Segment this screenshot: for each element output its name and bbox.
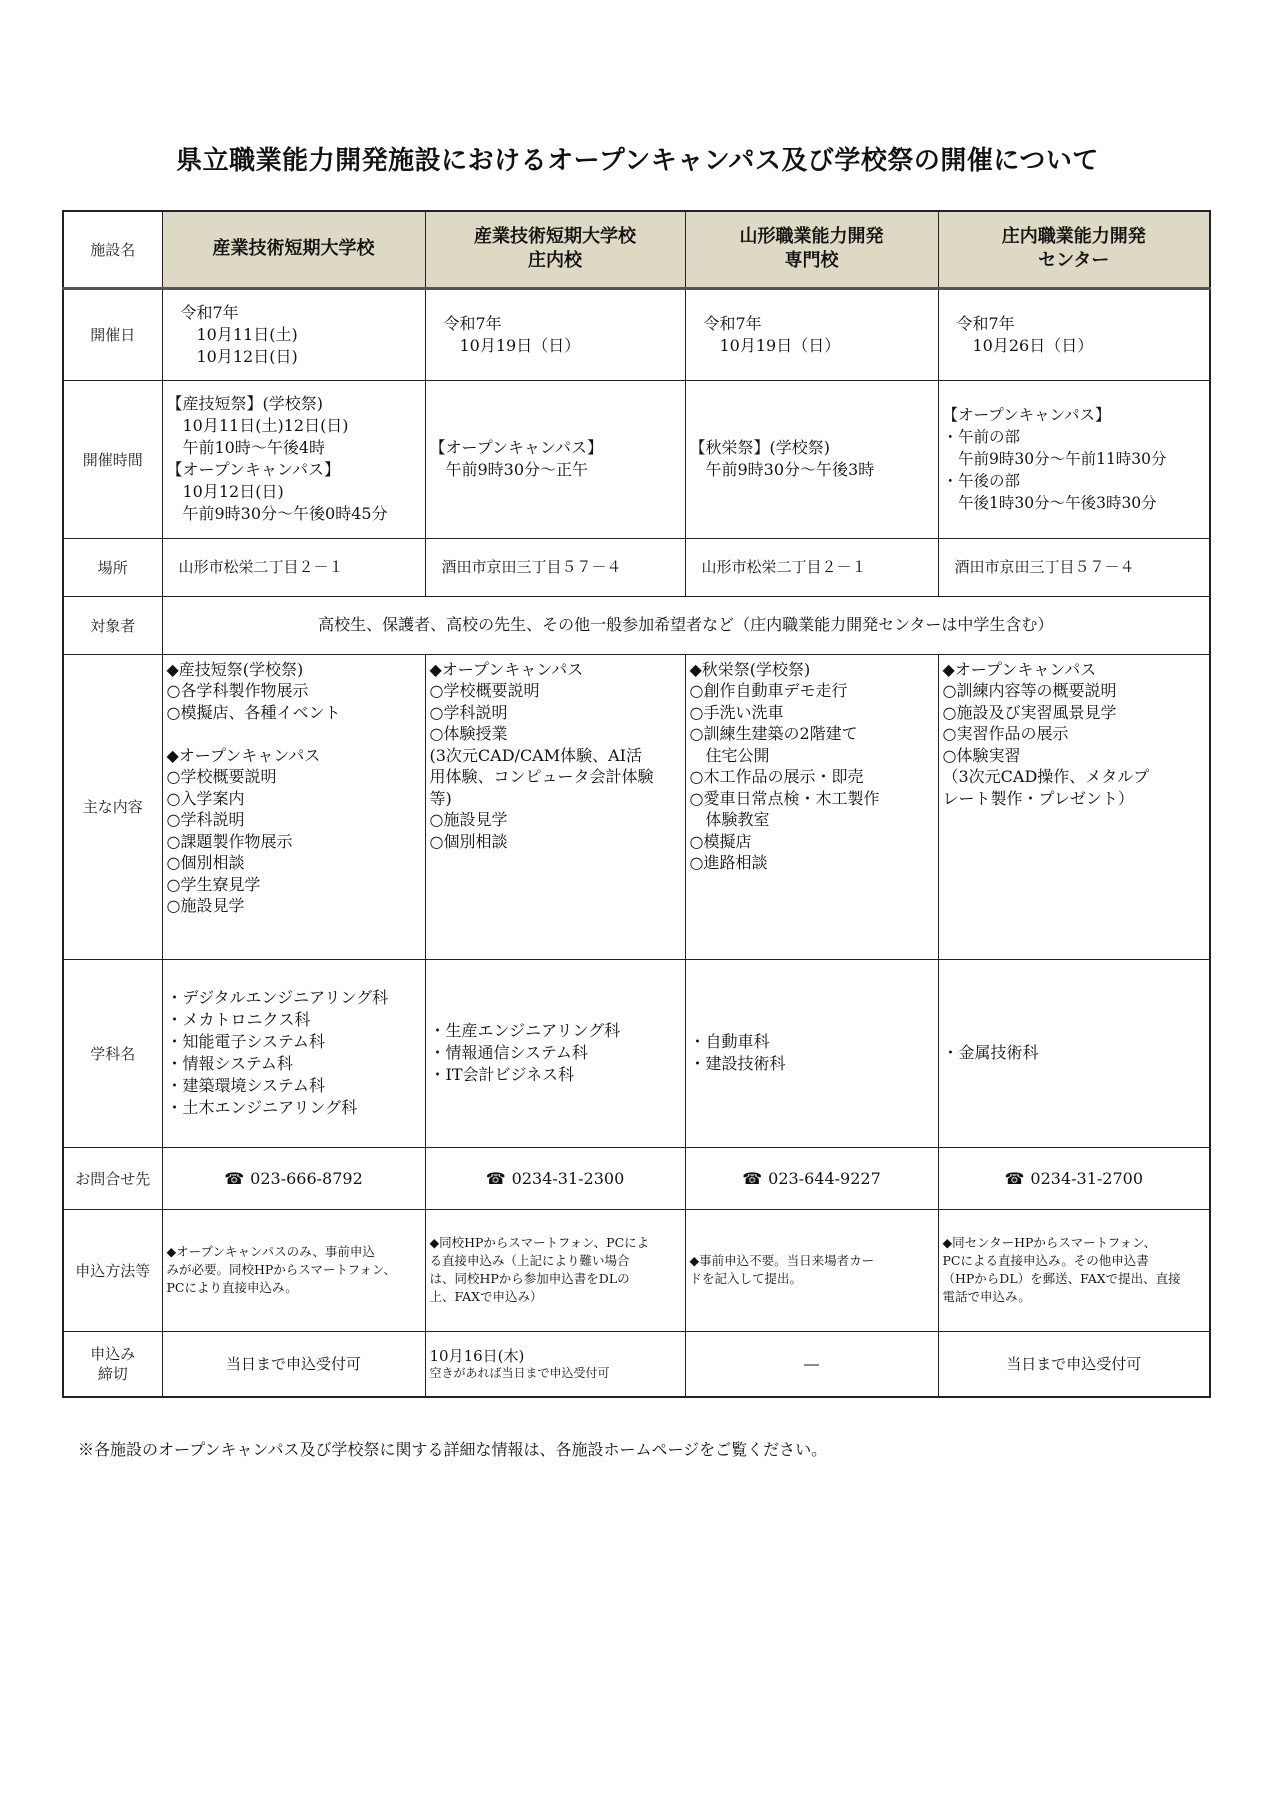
text-line: ― bbox=[804, 1354, 819, 1373]
text-line: ・生産エンジニアリング科 bbox=[429, 1021, 621, 1040]
facility-name-2 bbox=[685, 211, 938, 288]
text-line: ○学生寮見学 bbox=[166, 874, 261, 894]
text-line: 午後1時30分～午後3時30分 bbox=[942, 494, 1157, 512]
text-line: ・土木エンジニアリング科 bbox=[166, 1098, 358, 1117]
text-line: ◆事前申込不要。当日来場者カー bbox=[689, 1253, 875, 1268]
text-line: 午前10時～午後4時 bbox=[166, 438, 326, 457]
text-line: 住宅公開 bbox=[689, 745, 770, 765]
text-line: 専門校 bbox=[784, 250, 839, 272]
departments-3 bbox=[938, 959, 1210, 1147]
place-2: 山形市松栄二丁目２－１ bbox=[685, 538, 938, 596]
apply-1 bbox=[425, 1209, 685, 1331]
text-line: （HPからDL）を郵送、FAXで提出、直接 bbox=[942, 1271, 1181, 1286]
deadline-0 bbox=[162, 1331, 425, 1397]
telephone-icon: ☎ bbox=[485, 1168, 506, 1188]
text-line: ・情報システム科 bbox=[166, 1054, 293, 1073]
row-label-contact: お問合せ先 bbox=[63, 1147, 162, 1209]
content-0 bbox=[162, 654, 425, 959]
deadline-note: 空きがあれば当日まで申込受付可 bbox=[429, 1365, 610, 1380]
text-line: 等) bbox=[429, 788, 452, 808]
text-line: 10月11日(土)12日(日) bbox=[166, 416, 349, 435]
text-line: 午前9時30分～正午 bbox=[429, 460, 589, 479]
text-line: ○体験実習 bbox=[942, 745, 1021, 765]
text-line bbox=[167, 723, 421, 745]
content-2 bbox=[685, 654, 938, 959]
row-place bbox=[63, 538, 1210, 596]
facility-table bbox=[62, 210, 1211, 1398]
time-3 bbox=[938, 380, 1210, 538]
apply-0 bbox=[162, 1209, 425, 1331]
text-line: ○課題製作物展示 bbox=[166, 831, 293, 851]
deadline-label-line1: 申込み bbox=[90, 1344, 136, 1363]
telephone-icon: ☎ bbox=[1004, 1168, 1025, 1188]
place-0: 山形市松栄二丁目２－１ bbox=[162, 538, 425, 596]
text-line: ○模擬店 bbox=[689, 831, 752, 851]
text-line: 当日まで申込受付可 bbox=[225, 1354, 361, 1373]
time-1 bbox=[425, 380, 685, 538]
text-line: ・午後の部 bbox=[942, 472, 1021, 490]
phone-number: 0234-31-2300 bbox=[511, 1168, 625, 1188]
text-line: （3次元CAD操作、メタルプ bbox=[942, 767, 1150, 786]
text-line: 令和7年 bbox=[703, 313, 762, 333]
text-line: ○入学案内 bbox=[166, 788, 245, 808]
row-label-target: 対象者 bbox=[63, 596, 162, 654]
footnote: ※各施設のオープンキャンパス及び学校祭に関する詳細な情報は、各施設ホームページをご覧ください。 bbox=[78, 1440, 828, 1459]
text-line: 令和7年 bbox=[956, 313, 1015, 333]
text-line: 10月26日（日） bbox=[956, 335, 1094, 355]
text-line: レート製作・プレゼント） bbox=[942, 788, 1134, 808]
text-line: ○訓練内容等の概要説明 bbox=[942, 681, 1117, 700]
deadline-3 bbox=[938, 1331, 1210, 1397]
page-title: 県立職業能力開発施設におけるオープンキャンパス及び学校祭の開催について bbox=[176, 146, 1099, 176]
content-3 bbox=[938, 654, 1210, 959]
row-label-place: 場所 bbox=[63, 538, 162, 596]
text-line: ドを記入して提出。 bbox=[689, 1271, 803, 1286]
row-label-time: 開催時間 bbox=[63, 380, 162, 538]
phone-number: 0234-31-2700 bbox=[1030, 1168, 1144, 1188]
text-line: ○個別相談 bbox=[429, 831, 508, 851]
text-line: 【オープンキャンパス】 bbox=[942, 406, 1111, 424]
text-line: 上、FAXで申込み） bbox=[429, 1289, 543, 1304]
text-line: 【オープンキャンパス】 bbox=[429, 438, 603, 457]
contact-0 bbox=[162, 1147, 425, 1209]
text-line: 午前9時30分～午前11時30分 bbox=[942, 450, 1167, 468]
text-line: みが必要。同校HPからスマートフォン、 bbox=[166, 1262, 397, 1277]
text-line: 用体験、コンピュータ会計体験 bbox=[429, 767, 654, 786]
text-line: ○実習作品の展示 bbox=[942, 724, 1069, 743]
content-1 bbox=[425, 654, 685, 959]
text-line: 山形職業能力開発 bbox=[739, 226, 884, 248]
facility-name-0 bbox=[162, 211, 425, 288]
text-line: ◆秋栄祭(学校祭) bbox=[689, 659, 811, 679]
row-apply-method bbox=[63, 1209, 1210, 1331]
text-line: ○体験授業 bbox=[429, 724, 508, 743]
text-line: ○学科説明 bbox=[166, 810, 245, 829]
text-line: 【秋栄祭】(学校祭) bbox=[689, 438, 830, 457]
departments-0 bbox=[162, 959, 425, 1147]
row-label-apply-method: 申込方法等 bbox=[63, 1209, 162, 1331]
text-line: ○施設見学 bbox=[166, 896, 245, 915]
target-text: 高校生、保護者、高校の先生、その他一般参加希望者など（庄内職業能力開発センターは中学生含む） bbox=[162, 596, 1210, 654]
text-line: ・建設技術科 bbox=[689, 1054, 786, 1073]
text-line: ◆オープンキャンパスのみ、事前申込 bbox=[166, 1244, 375, 1259]
text-line: ○学科説明 bbox=[429, 702, 508, 722]
contact-2 bbox=[685, 1147, 938, 1209]
departments-1 bbox=[425, 959, 685, 1147]
text-line: は、同校HPから参加申込書をDLの bbox=[429, 1271, 630, 1286]
text-line: PCによる直接申込み。その他申込書 bbox=[942, 1253, 1149, 1268]
text-line: ◆同センターHPからスマートフォン、 bbox=[942, 1235, 1157, 1250]
text-line: ◆オープンキャンパス bbox=[166, 745, 321, 765]
text-line: ○模擬店、各種イベント bbox=[166, 702, 341, 722]
date-3 bbox=[938, 288, 1210, 380]
date-2 bbox=[685, 288, 938, 380]
text-line: 10月12日(日) bbox=[180, 346, 298, 366]
row-departments bbox=[63, 959, 1210, 1147]
text-line: ◆オープンキャンパス bbox=[429, 659, 584, 679]
place-3: 酒田市京田三丁目５７－４ bbox=[938, 538, 1210, 596]
row-label-date: 開催日 bbox=[63, 288, 162, 380]
text-line: 体験教室 bbox=[689, 810, 770, 829]
text-line: ・金属技術科 bbox=[942, 1043, 1039, 1062]
text-line: ○学校概要説明 bbox=[429, 681, 540, 700]
text-line: 令和7年 bbox=[443, 313, 502, 333]
text-line: ・デジタルエンジニアリング科 bbox=[166, 988, 389, 1007]
text-line: ・メカトロニクス科 bbox=[166, 1010, 311, 1029]
text-line: 当日まで申込受付可 bbox=[1006, 1354, 1142, 1373]
text-line: ◆産技短祭(学校祭) bbox=[166, 659, 304, 679]
text-line: ○木工作品の展示・即売 bbox=[689, 767, 864, 786]
facility-name-1 bbox=[425, 211, 685, 288]
text-line: 庄内職業能力開発 bbox=[1001, 226, 1146, 248]
deadline-date: 10月16日(木) bbox=[429, 1346, 525, 1365]
text-line: 庄内校 bbox=[528, 250, 582, 272]
apply-2 bbox=[685, 1209, 938, 1331]
row-contact bbox=[63, 1147, 1210, 1209]
deadline-label-line2: 締切 bbox=[97, 1364, 128, 1383]
place-1: 酒田市京田三丁目５７－４ bbox=[425, 538, 685, 596]
text-line: 令和7年 bbox=[180, 302, 239, 322]
text-line: PCにより直接申込み。 bbox=[166, 1280, 298, 1295]
row-label-facility: 施設名 bbox=[63, 211, 162, 288]
text-line: ・情報通信システム科 bbox=[429, 1043, 588, 1062]
text-line: ○進路相談 bbox=[689, 853, 768, 872]
text-line: ○施設及び実習風景見学 bbox=[942, 702, 1117, 722]
row-target bbox=[63, 596, 1210, 654]
phone-number: 023-644-9227 bbox=[768, 1168, 881, 1188]
text-line: 午前9時30分～午後3時 bbox=[689, 460, 875, 479]
phone-number: 023-666-8792 bbox=[250, 1168, 363, 1188]
deadline-1 bbox=[425, 1331, 685, 1397]
text-line: ○個別相談 bbox=[166, 853, 245, 872]
apply-3 bbox=[938, 1209, 1210, 1331]
text-line: 【産技短祭】(学校祭) bbox=[166, 394, 323, 413]
text-line: ◆同校HPからスマートフォン、PCによ bbox=[429, 1235, 650, 1250]
text-line: 10月11日(土) bbox=[180, 324, 298, 344]
text-line: ○各学科製作物展示 bbox=[166, 681, 309, 700]
row-label-departments: 学科名 bbox=[63, 959, 162, 1147]
text-line: 【オープンキャンパス】 bbox=[166, 460, 340, 479]
text-line: ○訓練生建築の2階建て bbox=[689, 724, 858, 743]
text-line: ◆オープンキャンパス bbox=[942, 659, 1097, 679]
contact-3 bbox=[938, 1147, 1210, 1209]
text-line: センター bbox=[1038, 250, 1110, 272]
text-line: (3次元CAD/CAM体験、AI活 bbox=[429, 745, 642, 765]
row-date bbox=[63, 288, 1210, 380]
time-2 bbox=[685, 380, 938, 538]
time-0 bbox=[162, 380, 425, 538]
contact-1 bbox=[425, 1147, 685, 1209]
text-line: 10月19日（日） bbox=[703, 335, 841, 355]
text-line: ・IT会計ビジネス科 bbox=[429, 1065, 575, 1084]
text-line: 10月19日（日） bbox=[443, 335, 581, 355]
text-line: 産業技術短期大学校 bbox=[212, 238, 375, 260]
row-deadline bbox=[63, 1331, 1210, 1397]
facility-name-3 bbox=[938, 211, 1210, 288]
telephone-icon: ☎ bbox=[224, 1168, 245, 1188]
text-line: る直接申込み（上記により難い場合 bbox=[429, 1253, 630, 1268]
text-line: 産業技術短期大学校 bbox=[474, 226, 636, 248]
row-time bbox=[63, 380, 1210, 538]
row-label-deadline bbox=[63, 1331, 162, 1397]
text-line: ○施設見学 bbox=[429, 810, 508, 829]
text-line: ・知能電子システム科 bbox=[166, 1032, 325, 1051]
row-content bbox=[63, 654, 1210, 959]
text-line: ○学校概要説明 bbox=[166, 767, 277, 786]
date-1 bbox=[425, 288, 685, 380]
row-label-content: 主な内容 bbox=[63, 654, 162, 959]
text-line: 午前9時30分～午後0時45分 bbox=[166, 504, 388, 523]
text-line: ○手洗い洗車 bbox=[689, 702, 784, 722]
telephone-icon: ☎ bbox=[742, 1168, 763, 1188]
date-0 bbox=[162, 288, 425, 380]
text-line: ○創作自動車デモ走行 bbox=[689, 681, 848, 700]
text-line: ・建築環境システム科 bbox=[166, 1076, 325, 1095]
deadline-2 bbox=[685, 1331, 938, 1397]
departments-2 bbox=[685, 959, 938, 1147]
row-facility bbox=[63, 211, 1210, 288]
text-line: ・自動車科 bbox=[689, 1032, 770, 1051]
text-line: ○愛車日常点検・木工製作 bbox=[689, 788, 880, 808]
text-line: 電話で申込み。 bbox=[942, 1289, 1031, 1304]
text-line: ・午前の部 bbox=[942, 428, 1021, 446]
text-line: 10月12日(日) bbox=[166, 482, 284, 501]
